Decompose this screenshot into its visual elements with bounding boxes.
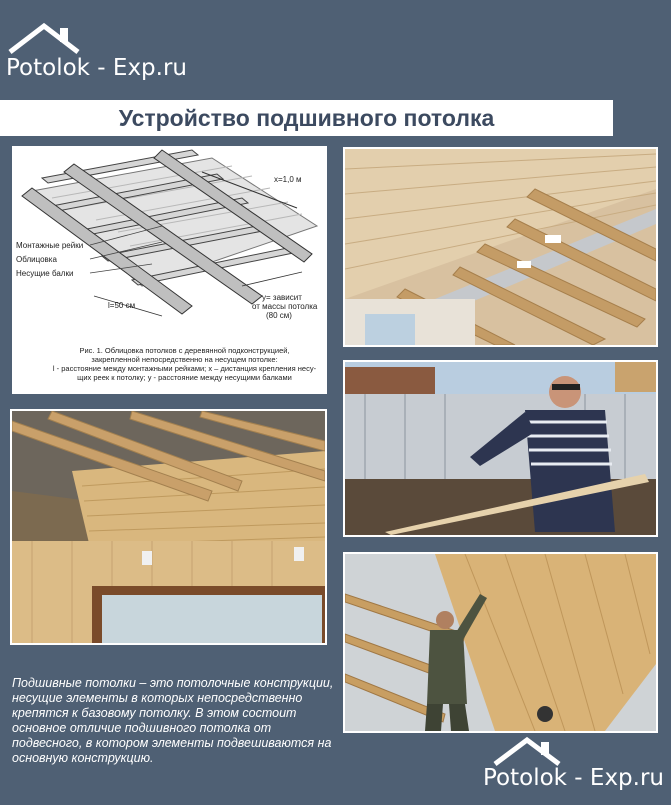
room-ceiling-photo: [10, 409, 327, 645]
brand-name-bottom: Potolok - Exp.ru: [483, 765, 665, 791]
label-cladding: Облицовка: [16, 255, 57, 264]
house-roof-icon: [6, 22, 96, 58]
brand-name: Potolok - Exp.ru: [6, 55, 188, 81]
label-x: x=1,0 м: [274, 175, 302, 184]
title-bar: [0, 100, 613, 136]
description-text: Подшивные потолки – это потолочные конструкции, несущие элементы в которых непосредственно крепятся к базовому потолку. В этом состоит основное отличие подшивного потолка от подвесного, в котором элементы подвешиваются на основную конструкцию.: [12, 676, 334, 765]
page-title: Устройство подшивного потолка: [118, 104, 495, 131]
label-y-1: у= зависит: [262, 293, 302, 302]
label-beams: Несущие балки: [16, 269, 74, 278]
workers-ceiling-photo: [343, 552, 658, 733]
logo-top[interactable]: [6, 22, 196, 86]
house-roof-icon: [491, 736, 581, 768]
wooden-ceiling-photo: [343, 147, 658, 347]
diagram-caption: Рис. 1. Облицовка потолков с деревянной подконструкцией, закрепленной непосредственно на несущем потолке: l - расстояние между монтажными рейками; x – дистанция крепления несу- щих реек к потолку; у - расстояние между несущими балками: [52, 346, 317, 382]
label-y-3: (80 см): [266, 311, 292, 320]
logo-bottom[interactable]: [483, 736, 668, 800]
label-y-2: от массы потолка: [252, 302, 318, 311]
man-carrying-board-photo: [343, 360, 658, 537]
diagram-panel: [12, 146, 327, 394]
label-rails: Монтажные рейки: [16, 241, 84, 250]
label-l: l=50 см: [108, 301, 136, 310]
